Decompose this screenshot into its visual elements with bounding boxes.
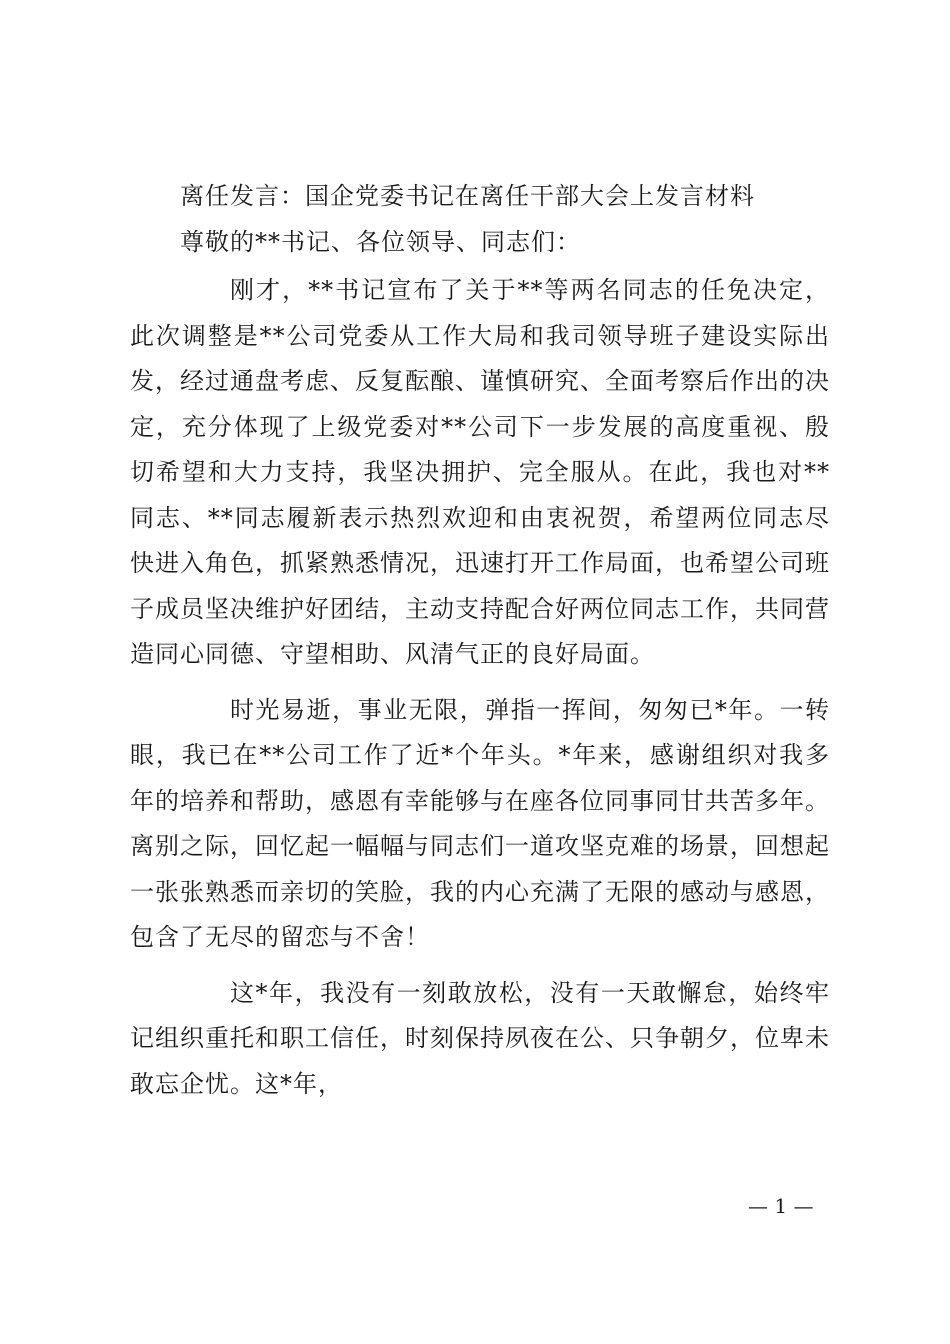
body-text: [130, 268, 830, 1117]
paragraph-1: 刚才，**书记宣布了关于**等两名同志的任免决定，此次调整是**公司党委从工作大局和我司领导班子建设实际出发，经过通盘考虑、反复酝酿、谨慎研究、全面考察后作出的决定，充分体现了上级党委对**公司下一步发展的高度重视、殷切希望和大力支持，我坚决拥护、完全服从。在此，我也对**同志、**同志履新表示热烈欢迎和由衷祝贺，希望两位同志尽快进入角色，抓紧熟悉情况，迅速打开工作局面，也希望公司班子成员坚决维护好团结，主动支持配合好两位同志工作，共同营造同心同德、守望相助、风清气正的良好局面。: [130, 276, 830, 668]
document-title: 离任发言：国企党委书记在离任干部大会上发言材料: [180, 182, 755, 210]
paragraph-2: 时光易逝，事业无限，弹指一挥间，匆匆已*年。一转眼，我已在**公司工作了近*个年头。*年来，感谢组织对我多年的培养和帮助，感恩有幸能够与在座各位同事同甘共苦多年。离别之际，回忆起一幅幅与同志们一道攻坚克难的场景，回想起一张张熟悉而亲切的笑脸，我的内心充满了无限的感动与感恩，包含了无尽的留恋与不舍！: [130, 695, 830, 951]
salutation: 尊敬的**书记、各位领导、同志们：: [180, 228, 581, 256]
paragraph-3: 这*年，我没有一刻敢放松，没有一天敢懈怠，始终牢记组织重托和职工信任，时刻保持夙夜在公、只争朝夕，位卑未敢忘企忧。这*年，: [130, 978, 830, 1098]
page-number: — 1 —: [748, 1194, 814, 1218]
